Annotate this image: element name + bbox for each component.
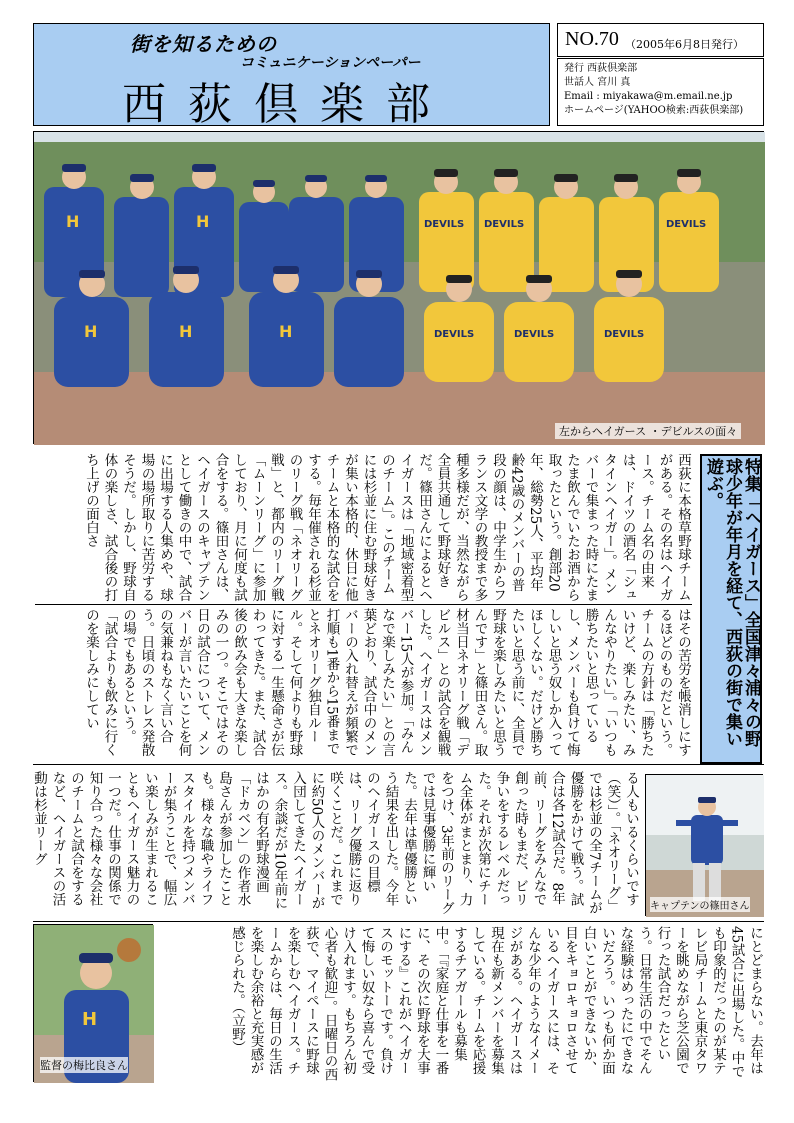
article-column-3b: にとどまらない。去年は45試合に出場した。中でも印象的だったのが某テレビ局チームと東京タワーを眺めながら芝公園で行った試合だったという。日常生活の中でそんな経験はめったにできないだろう。いつも何か面白いことができないか、目をキョロキョロさせているヘイガースには、そんな少年のようなイメージがある。ヘイガースは現在も新メンバーを募集している。チームを応援するチアガールも募集中。「『家庭と仕事を一番に、その次に野球を大事にする』これがヘイガースのモットーです。負けて悔しい奴なら喜んで受け入れます。もちろん初心者も歓迎」。日曜日の西荻で、マイペースに野球を楽しむヘイガース。チームからは、毎日の生活を楽しむ余裕と充実感が感じられた。（立野） — [229, 926, 763, 1082]
svg-text:H: H — [84, 322, 98, 341]
coach-photo-caption: 監督の梅比良さん — [40, 1059, 128, 1072]
svg-text:DEVILS: DEVILS — [604, 329, 645, 340]
svg-text:DEVILS: DEVILS — [424, 219, 465, 230]
publisher-line: 発行 西荻倶楽部 — [564, 63, 638, 74]
column-divider — [33, 764, 764, 765]
svg-text:DEVILS: DEVILS — [434, 329, 475, 340]
newsletter-subtitle-2: コミュニケーションペーパー — [240, 55, 421, 71]
captain-photo-illustration — [646, 775, 764, 917]
article-column-3a: る人もいるくらいです（笑）」。「ネオリーグ」では杉並の全7チームが優勝をかけて戦う。試合は各12試合だ。8年前、リーグをみんなで創った時もまだ、ビリ争いをするレベルだった。それが次第にチーム全体がまとまり、力をつけ、3年前のリーグでは見事優勝に輝いた。去年は準優勝という結果を出した。今年のヘイガースの目標は、リーグ優勝に返り咲くことだ。これまでに約50人のメンバーが入団してきたヘイガース。余談だが10年前にはかの有名野球漫画「ドカベン」の作者水島さんが参加したことも。様々な職やライフスタイルを持つメンバーが集うことで、幅広い楽しみが生まれることもヘイガース魅力の一つだ。仕事の関係で知り合った様々な会社のチームと試合をするなど、ヘイガースの活動は杉並リーグ — [31, 771, 639, 915]
team-photo — [33, 131, 764, 444]
team-photo-caption: 左からヘイガース ・デビルスの面々 — [555, 423, 741, 439]
article-column-1: 西荻に本格草野球チームがある。その名はヘイガース。チーム名の由来は、ドイツの酒名「シュタインヘイガー」。メンバーで集まった時にたまたま飲んでいたお酒から取ったという。創部20年、総勢25人、平均年齢42歳のメンバーの普段の顔は、中学生からフランス文学の教授まで多種多様だが、当然ながら全員共通して野球好きだ。篠田さんによるとヘイガースは「地域密着型のチーム」。このチームには杉並に住む野球好きが集い本格的、休日に他チームと本格的な試合をする。毎年催される杉並のリーグ戦「ネオリーグ戦」と、都内のリーグ戦「ムーンリーグ」に参加しており、月に何度も試合をする。篠田さんは、ヘイガースのキャプテンとして働きの中で、試合に出場する人集めや、球場の場所取りに苦労するそうだ。しかし、野球自体の楽しさ、試合後の打ち上げの面白さ — [83, 453, 691, 602]
newsletter-subtitle: 街を知るための — [130, 32, 277, 56]
svg-text:DEVILS: DEVILS — [514, 329, 555, 340]
svg-text:H: H — [196, 212, 210, 231]
issue-date: （2005年6月8日発行） — [625, 38, 744, 51]
captain-photo — [645, 774, 763, 916]
team-photo-illustration — [34, 132, 765, 445]
article-column-2: はその苦労を帳消しにするほどのものだという。チームの方針は「勝ちたいけど、楽しみたい、みんなやりたい」。「いつも勝ちたいと思っているし、メンバーも負けて悔しいと思う奴しか入ってほしくない。だけど勝ちたいと思う前に、全員で野球を楽しみたいと思うんです」と篠田さん。取材当日ネオリーグ戦「デビルス」との試合を観戦した。ヘイガースはメンバー15人が参加。「みんなで楽しみたい」との言葉どおり、試合中のメンバーの入れ替えが頻繁で打順も1番から15番までとネオリーグ独自ルール。そして何よりも野球に対する一生懸命さが伝わってきた。また、試合後の飲み会も大きな楽しみの一つ。そこではその日の試合について、メンバーが言いたいことを何の気兼ねもなく言い合う。日頃のストレス発散の場でもあるという。「試合よりも飲みに行くのを楽しみにしてい — [83, 608, 691, 757]
editor-line: 世話人 宮川 真 — [564, 77, 631, 88]
email-line: Email : miyakawa@m.email.ne.jp — [564, 91, 733, 102]
issue-number: NO.70 — [565, 28, 619, 50]
homepage-line: ホームページ(YAHOO検索:西荻倶楽部) — [564, 105, 744, 116]
captain-photo-caption: キャプテンの篠田さん — [650, 897, 750, 912]
column-divider — [33, 921, 764, 922]
svg-text:H: H — [179, 322, 193, 341]
publisher-info — [557, 58, 764, 126]
club-name-title: 西荻倶楽部 — [122, 79, 452, 130]
feature-headline: 特集「ヘイガース」全国津々浦々の野球少年が年月を経て、西荻の街で集い遊ぶ。 — [703, 458, 761, 747]
svg-text:DEVILS: DEVILS — [666, 219, 707, 230]
jersey-letter: H — [66, 212, 80, 231]
column-divider — [35, 604, 692, 605]
svg-text:DEVILS: DEVILS — [484, 219, 525, 230]
svg-text:H: H — [82, 1009, 98, 1030]
svg-text:H: H — [279, 322, 293, 341]
